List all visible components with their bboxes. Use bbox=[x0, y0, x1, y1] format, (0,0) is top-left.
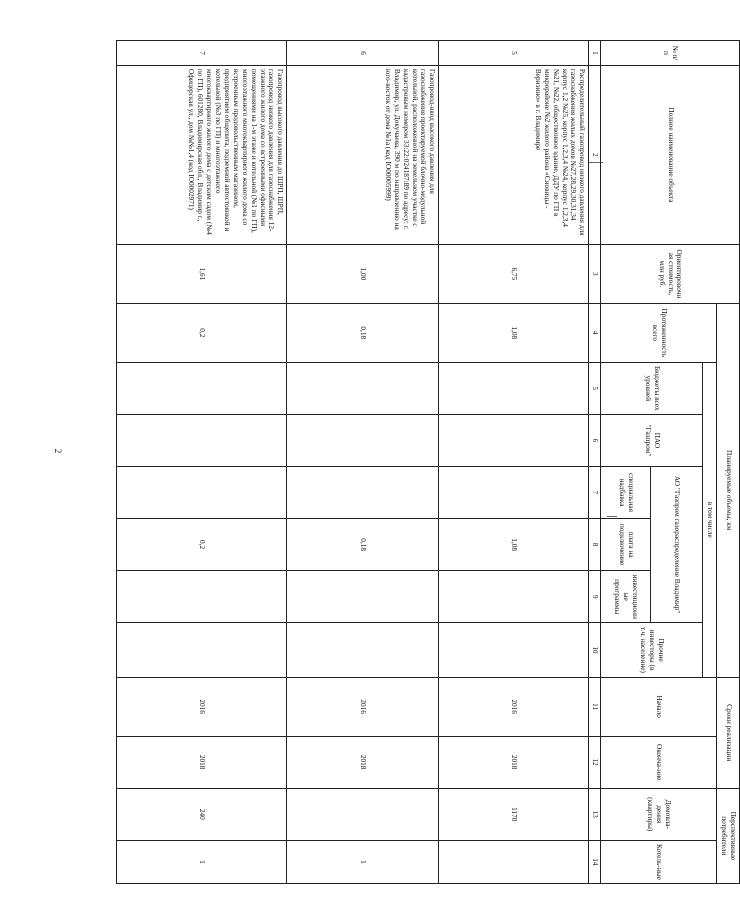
investment-table bbox=[116, 40, 740, 884]
row-budgets bbox=[117, 362, 287, 414]
header-budgets: Бюджеты всех уровней bbox=[601, 362, 703, 414]
row-investment-programs bbox=[439, 571, 589, 623]
row-investment-programs bbox=[117, 571, 287, 623]
row-budgets bbox=[439, 362, 589, 414]
row-length-total: 0,2 bbox=[117, 303, 287, 362]
row-start: 2016 bbox=[287, 677, 439, 736]
row-special-markup bbox=[439, 466, 589, 518]
row-households: 1170 bbox=[439, 788, 589, 840]
table-row bbox=[439, 41, 589, 884]
column-number: 5 bbox=[589, 362, 601, 414]
column-number: 3 bbox=[589, 244, 601, 303]
row-length-total: 1,08 bbox=[439, 303, 589, 362]
header-name: Полное наименование объекта bbox=[601, 65, 740, 244]
row-end: 2018 bbox=[287, 736, 439, 788]
header-terms: Сроки реализации bbox=[717, 677, 740, 788]
column-number: 12 bbox=[589, 736, 601, 788]
header-boilers: Котель-ные bbox=[601, 840, 717, 883]
column-number: 13 bbox=[589, 788, 601, 840]
row-end: 2018 bbox=[439, 736, 589, 788]
row-other-investors bbox=[287, 623, 439, 677]
row-boilers: 1 bbox=[117, 840, 287, 883]
column-number: 1 bbox=[589, 41, 601, 66]
row-no: 6 bbox=[287, 41, 439, 66]
row-name: Газопровод-ввод высокого давления для газоснабжения проектируемой блочно-модульной котельной, расположенной на земельном участке с кадастровым номером 33:22:024187:89 по адресу: г. Владимир, ул. Докучаева, 390 м по направлению на юго-восток от дома №1а (код IO00005999) bbox=[287, 65, 439, 244]
header-consumers: Перспективные потребители bbox=[717, 788, 740, 883]
row-connection-fee: 0,18 bbox=[287, 519, 439, 571]
column-number-row bbox=[589, 41, 601, 884]
row-other-investors bbox=[117, 623, 287, 677]
row-no: 5 bbox=[439, 41, 589, 66]
row-connection-fee: 1,08 bbox=[439, 519, 589, 571]
column-number: 2 bbox=[589, 65, 601, 244]
header-investment-programs: инвестиционные программы bbox=[601, 571, 651, 623]
column-number: 4 bbox=[589, 303, 601, 362]
row-length-total: 0,18 bbox=[287, 303, 439, 362]
row-special-markup bbox=[287, 466, 439, 518]
row-investment-programs bbox=[287, 571, 439, 623]
header-volumes: Планируемые объемы, км bbox=[717, 303, 740, 677]
column-number: 7 bbox=[589, 466, 601, 518]
header-other-investors: Прочие инвесторы (в т.ч. население) bbox=[601, 623, 703, 677]
header-row-1 bbox=[717, 41, 740, 884]
header-in-that-number: в том числе bbox=[703, 362, 717, 677]
table-row bbox=[117, 41, 287, 884]
column-number: 10 bbox=[589, 623, 601, 677]
row-start: 2016 bbox=[117, 677, 287, 736]
header-special-markup: специальная надбавка bbox=[601, 466, 651, 518]
row-cost: 1,00 bbox=[287, 244, 439, 303]
column-number: 8 bbox=[589, 519, 601, 571]
header-start: Начало bbox=[601, 677, 717, 736]
column-number: 6 bbox=[589, 414, 601, 466]
row-households: 240 bbox=[117, 788, 287, 840]
row-budgets bbox=[287, 362, 439, 414]
row-boilers bbox=[439, 840, 589, 883]
row-no: 7 bbox=[117, 41, 287, 66]
header-cost: Ориентировочная стоимость, млн руб. bbox=[601, 244, 740, 303]
row-households bbox=[287, 788, 439, 840]
header-households: Домовла-дения (квартиры) bbox=[601, 788, 717, 840]
header-connection-fee: плата на подключение bbox=[601, 519, 651, 571]
header-ao: АО "Газпром газораспределение Владимир" bbox=[651, 466, 703, 622]
table-row bbox=[287, 41, 439, 884]
row-name: Распределительный газопровод низкого давления для газоснабжения жилых домов №27,28,29,30,31,34 корпус 1,2 №25, корпус 1,2,3,4 №24, корпус 1,2,3,4 №21, №22, общественное здание, ДДУ по ГП в микрорайоне №2 жилого района «Сновицы - Веризино» в г. Владимире bbox=[439, 65, 589, 244]
row-other-investors bbox=[439, 623, 589, 677]
header-length-total: Протяженность всего bbox=[601, 303, 717, 362]
row-pao bbox=[117, 414, 287, 466]
column-number: 11 bbox=[589, 677, 601, 736]
row-cost: 6,75 bbox=[439, 244, 589, 303]
header-no: № п/п bbox=[601, 41, 740, 66]
header-end: Оконча-ние bbox=[601, 736, 717, 788]
row-pao bbox=[287, 414, 439, 466]
column-number: 9 bbox=[589, 571, 601, 623]
document-table-container bbox=[132, 40, 740, 884]
page-number: 2 bbox=[53, 448, 63, 454]
header-pao: ПАО "Газпром" bbox=[601, 414, 703, 466]
row-cost: 1,61 bbox=[117, 244, 287, 303]
row-connection-fee: 0,2 bbox=[117, 519, 287, 571]
row-boilers: 1 bbox=[287, 840, 439, 883]
row-start: 2016 bbox=[439, 677, 589, 736]
row-end: 2018 bbox=[117, 736, 287, 788]
column-number: 14 bbox=[589, 840, 601, 883]
row-special-markup bbox=[117, 466, 287, 518]
row-name: Газопровод высокого давления до ШРП, ШРП, газопровод низкого давления для газоснабжения 12-этажного жилого дома со встроенными офисными помещениями на 1-м этаже и котельной (№1 по ГП), многоэтажного многоквартирного жилого дома со встроенным продовольственным магазином, предприятием общепита, подземной автостоянкой и котельной (№3 по ГП) и многоэтажного многоквартирного жилого дома с детским садом (№4 по ГП), 601280, Владимирская обл., Владимир г., Офицерская ул., дом №№1,4 (код IO0002971) bbox=[117, 65, 287, 244]
row-pao bbox=[439, 414, 589, 466]
